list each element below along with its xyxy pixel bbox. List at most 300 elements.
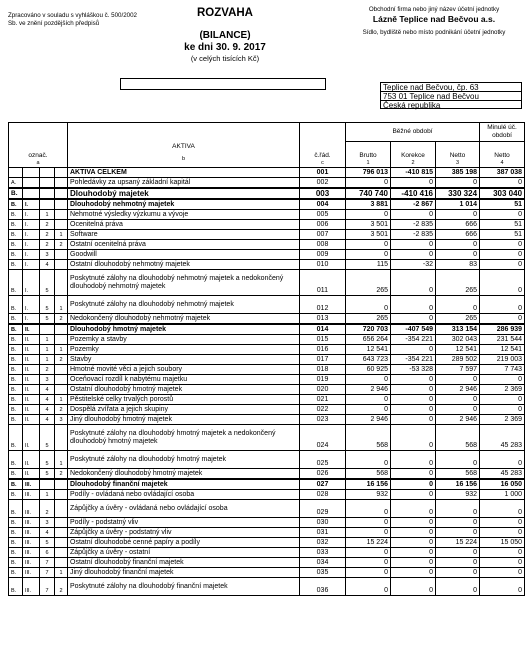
row-label: Poskytnuté zálohy na dlouhodobý hmotný majetek a nedokončený dlouhodobý hmotný majetek xyxy=(68,425,300,451)
korekce-value: 0 xyxy=(391,178,436,189)
oznac-2: I. xyxy=(23,270,40,296)
oznac-2: III. xyxy=(23,558,40,568)
oznac-1: B. xyxy=(9,355,23,365)
oznac-1: B. xyxy=(9,405,23,415)
table-row xyxy=(9,395,525,405)
oznac-4 xyxy=(55,500,68,518)
oznac-4: 2 xyxy=(55,314,68,325)
oznac-1: B. xyxy=(9,469,23,480)
oznac-3: 7 xyxy=(40,558,55,568)
oznac-4 xyxy=(55,490,68,500)
oznac-3: 7 xyxy=(40,568,55,578)
netto-value: 568 xyxy=(436,425,480,451)
oznac-4 xyxy=(55,324,68,335)
oznac-4 xyxy=(55,538,68,548)
seat-label: Sídlo, bydliště nebo místo podnikání účetní jednotky xyxy=(362,28,506,36)
report-date: ke dni 30. 9. 2017 xyxy=(184,42,266,53)
oznac-2 xyxy=(23,188,40,199)
oznac-1: B. xyxy=(9,335,23,345)
row-line: 031 xyxy=(300,528,346,538)
oznac-2: III. xyxy=(23,548,40,558)
oznac-1: B. xyxy=(9,490,23,500)
korekce-value: 0 xyxy=(391,451,436,469)
oznac-1: B. xyxy=(9,345,23,355)
table-row xyxy=(9,260,525,270)
oznac-1: B. xyxy=(9,230,23,240)
row-label: Jiný dlouhodobý hmotný majetek xyxy=(68,415,300,425)
brutto-value: 0 xyxy=(346,240,391,250)
brutto-value: 0 xyxy=(346,500,391,518)
brutto-value: 0 xyxy=(346,375,391,385)
oznac-1: B. xyxy=(9,385,23,395)
netto-value: 0 xyxy=(436,250,480,260)
netto-value: 0 xyxy=(436,578,480,596)
col-brutto: Brutto xyxy=(359,152,377,159)
row-line: 009 xyxy=(300,250,346,260)
oznac-1: B. xyxy=(9,296,23,314)
netto-value: 265 xyxy=(436,314,480,325)
row-line: 032 xyxy=(300,538,346,548)
netto-value: 289 502 xyxy=(436,355,480,365)
row-label: Poskytnuté zálohy na dlouhodobý nehmotný majetek xyxy=(68,296,300,314)
row-line: 029 xyxy=(300,500,346,518)
prev-netto-value: 7 743 xyxy=(480,365,525,375)
col-netto-prev: Netto xyxy=(494,152,510,159)
row-line: 016 xyxy=(300,345,346,355)
prev-netto-value: 286 939 xyxy=(480,324,525,335)
oznac-4: 1 xyxy=(55,395,68,405)
oznac-4 xyxy=(55,558,68,568)
korekce-value: -354 221 xyxy=(391,335,436,345)
row-label: Ostatní dlouhodobý finanční majetek xyxy=(68,558,300,568)
oznac-4 xyxy=(55,548,68,558)
oznac-2: I. xyxy=(23,210,40,220)
brutto-value: 568 xyxy=(346,425,391,451)
oznac-3: 4 xyxy=(40,405,55,415)
korekce-value: 0 xyxy=(391,296,436,314)
brutto-value: 0 xyxy=(346,178,391,189)
row-label: Dlouhodobý hmotný majetek xyxy=(68,324,300,335)
prev-netto-value: 0 xyxy=(480,375,525,385)
table-row xyxy=(9,220,525,230)
oznac-1: B. xyxy=(9,270,23,296)
row-label: Nedokončený dlouhodobý nehmotný majetek xyxy=(68,314,300,325)
table-row xyxy=(9,558,525,568)
row-line: 027 xyxy=(300,479,346,490)
oznac-1: B. xyxy=(9,500,23,518)
table-row xyxy=(9,345,525,355)
prev-netto-value: 51 xyxy=(480,220,525,230)
row-line: 004 xyxy=(300,199,346,210)
table-row xyxy=(9,385,525,395)
brutto-value: 16 156 xyxy=(346,479,391,490)
korekce-value: 0 xyxy=(391,538,436,548)
table-body xyxy=(9,168,525,596)
korekce-value: 0 xyxy=(391,250,436,260)
address-line-3: Česká republika xyxy=(380,100,522,109)
brutto-value: 3 501 xyxy=(346,220,391,230)
row-label: Goodwill xyxy=(68,250,300,260)
row-label: Poskytnuté zálohy na dlouhodobý finanční majetek xyxy=(68,578,300,596)
oznac-3: 5 xyxy=(40,314,55,325)
brutto-value: 12 541 xyxy=(346,345,391,355)
netto-value: 0 xyxy=(436,395,480,405)
row-label: Ostatní dlouhodobý nehmotný majetek xyxy=(68,260,300,270)
korekce-value: 0 xyxy=(391,425,436,451)
table-row xyxy=(9,425,525,451)
oznac-3: 5 xyxy=(40,296,55,314)
oznac-2: III. xyxy=(23,528,40,538)
oznac-3: 2 xyxy=(40,365,55,375)
oznac-2: I. xyxy=(23,296,40,314)
netto-value: 0 xyxy=(436,518,480,528)
prev-netto-value: 231 544 xyxy=(480,335,525,345)
row-line: 017 xyxy=(300,355,346,365)
korekce-value: 0 xyxy=(391,314,436,325)
oznac-2: III. xyxy=(23,479,40,490)
netto-value: 0 xyxy=(436,210,480,220)
netto-value: 2 946 xyxy=(436,385,480,395)
table-row xyxy=(9,324,525,335)
row-label: Ostatní ocenitelná práva xyxy=(68,240,300,250)
oznac-4: 2 xyxy=(55,469,68,480)
oznac-4 xyxy=(55,385,68,395)
oznac-2: III. xyxy=(23,500,40,518)
netto-value: 16 156 xyxy=(436,479,480,490)
prev-netto-value: 45 283 xyxy=(480,469,525,480)
table-row xyxy=(9,210,525,220)
oznac-2: II. xyxy=(23,469,40,480)
prev-netto-value: 51 xyxy=(480,199,525,210)
prev-netto-value: 0 xyxy=(480,518,525,528)
table-row xyxy=(9,415,525,425)
col-a: a xyxy=(36,160,40,166)
row-label: Pěstitelské celky trvalých porostů xyxy=(68,395,300,405)
prev-netto-value: 0 xyxy=(480,578,525,596)
brutto-value: 0 xyxy=(346,405,391,415)
row-line: 014 xyxy=(300,324,346,335)
oznac-3: 2 xyxy=(40,240,55,250)
row-line: 036 xyxy=(300,578,346,596)
brutto-value: 0 xyxy=(346,250,391,260)
oznac-2: II. xyxy=(23,385,40,395)
korekce-value: 0 xyxy=(391,210,436,220)
oznac-1: B. xyxy=(9,528,23,538)
blank-field xyxy=(120,78,326,90)
korekce-value: 0 xyxy=(391,500,436,518)
prev-netto-value: 15 050 xyxy=(480,538,525,548)
netto-value: 330 324 xyxy=(436,188,480,199)
row-label: Pohledávky za upsaný základní kapitál xyxy=(68,178,300,189)
oznac-3: 1 xyxy=(40,355,55,365)
brutto-value: 15 224 xyxy=(346,538,391,548)
oznac-4 xyxy=(55,365,68,375)
row-line: 006 xyxy=(300,220,346,230)
oznac-1: B. xyxy=(9,250,23,260)
oznac-4 xyxy=(55,168,68,178)
address-line-2: 753 01 Teplice nad Bečvou xyxy=(380,91,522,100)
oznac-3 xyxy=(40,188,55,199)
row-line: 023 xyxy=(300,415,346,425)
table-row xyxy=(9,188,525,199)
oznac-2: I. xyxy=(23,230,40,240)
netto-value: 83 xyxy=(436,260,480,270)
col-n4: 4 xyxy=(500,160,504,166)
netto-value: 385 198 xyxy=(436,168,480,178)
korekce-value: 0 xyxy=(391,578,436,596)
korekce-value: -410 416 xyxy=(391,188,436,199)
col-c: c xyxy=(321,160,324,166)
oznac-4 xyxy=(55,178,68,189)
oznac-4 xyxy=(55,210,68,220)
table-row xyxy=(9,230,525,240)
oznac-3: 2 xyxy=(40,220,55,230)
korekce-value: 0 xyxy=(391,469,436,480)
korekce-value: 0 xyxy=(391,479,436,490)
prev-netto-value: 0 xyxy=(480,500,525,518)
col-aktiva: AKTIVA xyxy=(68,123,300,152)
row-label: Software xyxy=(68,230,300,240)
oznac-3: 1 xyxy=(40,345,55,355)
netto-value: 12 541 xyxy=(436,345,480,355)
brutto-value: 60 925 xyxy=(346,365,391,375)
prev-netto-value: 0 xyxy=(480,260,525,270)
company-label: Obchodní firma nebo jiný název účetní jednotky xyxy=(368,6,500,13)
oznac-3: 7 xyxy=(40,578,55,596)
oznac-3 xyxy=(40,324,55,335)
oznac-1: B. xyxy=(9,365,23,375)
col-oznac: označ. xyxy=(28,152,48,159)
company-block xyxy=(345,6,523,36)
brutto-value: 656 264 xyxy=(346,335,391,345)
row-label: Oceňovací rozdíl k nabytému majetku xyxy=(68,375,300,385)
oznac-2: II. xyxy=(23,395,40,405)
oznac-3 xyxy=(40,178,55,189)
oznac-1: B. xyxy=(9,425,23,451)
prev-netto-value: 387 038 xyxy=(480,168,525,178)
prev-netto-value: 219 003 xyxy=(480,355,525,365)
oznac-3: 6 xyxy=(40,548,55,558)
netto-value: 313 154 xyxy=(436,324,480,335)
row-label: Dlouhodobý nehmotný majetek xyxy=(68,199,300,210)
table-row xyxy=(9,528,525,538)
netto-value: 0 xyxy=(436,548,480,558)
row-line: 025 xyxy=(300,451,346,469)
oznac-1: B. xyxy=(9,375,23,385)
korekce-value: 0 xyxy=(391,528,436,538)
table-row xyxy=(9,405,525,415)
oznac-4 xyxy=(55,528,68,538)
row-label: Zápůjčky a úvěry - ovládaná nebo ovládající osoba xyxy=(68,500,300,518)
korekce-value: 0 xyxy=(391,490,436,500)
prev-netto-value: 303 040 xyxy=(480,188,525,199)
oznac-3: 5 xyxy=(40,538,55,548)
oznac-4 xyxy=(55,335,68,345)
row-line: 015 xyxy=(300,335,346,345)
row-label: AKTIVA CELKEM xyxy=(68,168,300,178)
oznac-4: 1 xyxy=(55,451,68,469)
row-label: Ostatní dlouhodobý hmotný majetek xyxy=(68,385,300,395)
prev-netto-value: 12 541 xyxy=(480,345,525,355)
oznac-1: B. xyxy=(9,210,23,220)
oznac-3: 4 xyxy=(40,385,55,395)
brutto-value: 720 703 xyxy=(346,324,391,335)
row-line: 007 xyxy=(300,230,346,240)
table-row xyxy=(9,335,525,345)
col-korekce: Korekce xyxy=(401,152,425,159)
col-line: č.řád. xyxy=(314,152,331,159)
prev-netto-value: 0 xyxy=(480,270,525,296)
korekce-value: 0 xyxy=(391,375,436,385)
netto-value: 265 xyxy=(436,270,480,296)
oznac-1: B. xyxy=(9,199,23,210)
oznac-4 xyxy=(55,260,68,270)
address-line-1: Teplice nad Bečvou, čp. 63 xyxy=(380,82,522,91)
korekce-value: 0 xyxy=(391,415,436,425)
brutto-value: 2 946 xyxy=(346,385,391,395)
table-row xyxy=(9,355,525,365)
netto-value: 7 597 xyxy=(436,365,480,375)
oznac-1: B. xyxy=(9,578,23,596)
brutto-value: 0 xyxy=(346,395,391,405)
oznac-1: B. xyxy=(9,260,23,270)
oznac-1: B. xyxy=(9,451,23,469)
brutto-value: 0 xyxy=(346,578,391,596)
korekce-value: -2 835 xyxy=(391,220,436,230)
brutto-value: 0 xyxy=(346,451,391,469)
oznac-3: 1 xyxy=(40,210,55,220)
units-note: (v celých tisících Kč) xyxy=(190,54,260,63)
row-label: Podíly - ovládaná nebo ovládající osoba xyxy=(68,490,300,500)
brutto-value: 740 740 xyxy=(346,188,391,199)
row-line: 008 xyxy=(300,240,346,250)
oznac-4 xyxy=(55,479,68,490)
row-label: Nedokončený dlouhodobý hmotný majetek xyxy=(68,469,300,480)
oznac-4 xyxy=(55,199,68,210)
korekce-value: 0 xyxy=(391,395,436,405)
col-previous-period: Minulé úč. období xyxy=(480,123,525,142)
oznac-1: B. xyxy=(9,324,23,335)
table-row xyxy=(9,168,525,178)
korekce-value: 0 xyxy=(391,270,436,296)
oznac-1: B. xyxy=(9,568,23,578)
prev-netto-value: 2 369 xyxy=(480,385,525,395)
oznac-3: 5 xyxy=(40,451,55,469)
row-label: Stavby xyxy=(68,355,300,365)
company-name: Lázně Teplice nad Bečvou a.s. xyxy=(372,13,496,24)
row-line: 018 xyxy=(300,365,346,375)
oznac-4: 1 xyxy=(55,568,68,578)
netto-value: 0 xyxy=(436,568,480,578)
korekce-value: 0 xyxy=(391,405,436,415)
row-label: Dospělá zvířata a jejich skupiny xyxy=(68,405,300,415)
oznac-2: II. xyxy=(23,345,40,355)
netto-value: 15 224 xyxy=(436,538,480,548)
row-line: 020 xyxy=(300,385,346,395)
prev-netto-value: 51 xyxy=(480,230,525,240)
oznac-4: 1 xyxy=(55,345,68,355)
page-subtitle: (BILANCE) xyxy=(199,30,251,41)
oznac-3: 1 xyxy=(40,335,55,345)
col-n1: 1 xyxy=(366,160,370,166)
row-line: 033 xyxy=(300,548,346,558)
oznac-3: 1 xyxy=(40,490,55,500)
oznac-2 xyxy=(23,178,40,189)
korekce-value: 0 xyxy=(391,558,436,568)
oznac-3: 5 xyxy=(40,469,55,480)
row-line: 021 xyxy=(300,395,346,405)
brutto-value: 643 723 xyxy=(346,355,391,365)
korekce-value: 0 xyxy=(391,345,436,355)
row-line: 030 xyxy=(300,518,346,528)
oznac-2: II. xyxy=(23,451,40,469)
oznac-3: 5 xyxy=(40,270,55,296)
oznac-2: II. xyxy=(23,425,40,451)
oznac-3: 3 xyxy=(40,375,55,385)
page-title: ROZVAHA xyxy=(196,7,253,19)
netto-value: 0 xyxy=(436,451,480,469)
row-label: Pozemky xyxy=(68,345,300,355)
brutto-value: 115 xyxy=(346,260,391,270)
table-row xyxy=(9,240,525,250)
oznac-3: 4 xyxy=(40,395,55,405)
oznac-1: B. xyxy=(9,548,23,558)
row-label: Dlouhodobý majetek xyxy=(68,188,300,199)
netto-value: 0 xyxy=(436,405,480,415)
table-row xyxy=(9,270,525,296)
oznac-2: II. xyxy=(23,324,40,335)
row-line: 003 xyxy=(300,188,346,199)
table-row xyxy=(9,365,525,375)
korekce-value: -2 867 xyxy=(391,199,436,210)
oznac-4 xyxy=(55,270,68,296)
row-line: 034 xyxy=(300,558,346,568)
netto-value: 1 014 xyxy=(436,199,480,210)
row-line: 005 xyxy=(300,210,346,220)
oznac-3 xyxy=(40,199,55,210)
brutto-value: 0 xyxy=(346,568,391,578)
oznac-3: 4 xyxy=(40,415,55,425)
table-row xyxy=(9,451,525,469)
table-row xyxy=(9,500,525,518)
prev-netto-value: 0 xyxy=(480,558,525,568)
oznac-2: II. xyxy=(23,335,40,345)
row-line: 011 xyxy=(300,270,346,296)
col-netto: Netto xyxy=(449,152,466,159)
table-row xyxy=(9,518,525,528)
brutto-value: 0 xyxy=(346,558,391,568)
prev-netto-value: 45 283 xyxy=(480,425,525,451)
row-label: Dlouhodobý finanční majetek xyxy=(68,479,300,490)
table-row xyxy=(9,538,525,548)
oznac-2: III. xyxy=(23,538,40,548)
oznac-1: B. xyxy=(9,240,23,250)
oznac-4: 2 xyxy=(55,578,68,596)
oznac-4: 2 xyxy=(55,405,68,415)
brutto-value: 2 946 xyxy=(346,415,391,425)
netto-value: 0 xyxy=(436,296,480,314)
brutto-value: 265 xyxy=(346,314,391,325)
oznac-3: 5 xyxy=(40,425,55,451)
netto-value: 0 xyxy=(436,528,480,538)
netto-value: 0 xyxy=(436,375,480,385)
row-label: Jiný dlouhodobý finanční majetek xyxy=(68,568,300,578)
table-row xyxy=(9,469,525,480)
oznac-2: I. xyxy=(23,314,40,325)
oznac-3: 3 xyxy=(40,518,55,528)
balance-table xyxy=(8,122,525,596)
oznac-3: 4 xyxy=(40,528,55,538)
